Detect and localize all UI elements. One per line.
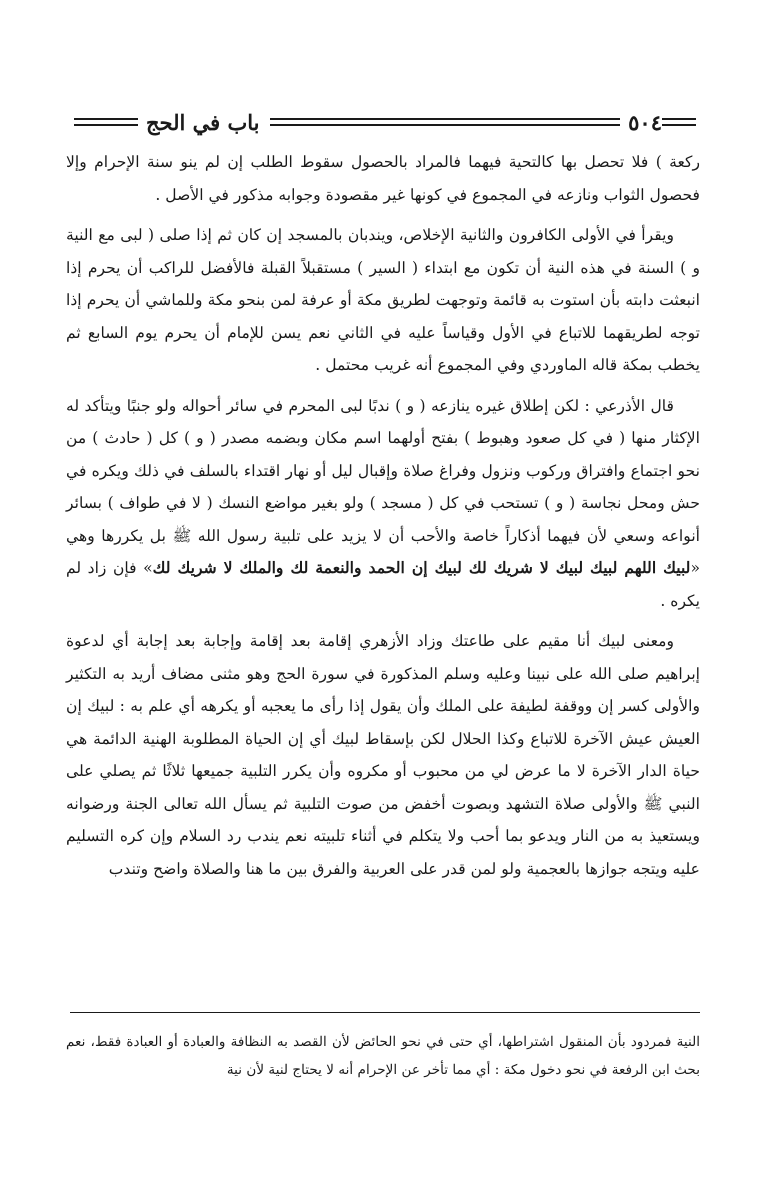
footnote-text: النية فمردود بأن المنقول اشتراطها، أي حتى في نحو الحائض لأن القصد به النظافة والعبادة أو العبادة فقط، نعم بحث ابن الرفعة في نحو دخول مكة : أي مما تأخر عن الإحرام أنه لا يحتاج لنية لأن نية — [66, 1034, 700, 1078]
header-rule-middle — [270, 118, 621, 126]
footnote-separator — [70, 1012, 700, 1013]
header-rule-left — [74, 118, 138, 126]
paragraph-3-text: قال الأذرعي : لكن إطلاق غيره ينازعه ( و ) ندبًا لبى المحرم في سائر أحواله ولو جنبًا ويتأكد له الإكثار منها ( في كل صعود وهبوط ) بفتح أولهما اسم مكان وبضمه مصدر ( و ) كل ( حادث ) من نحو اجتماع وافتراق وركوب ونزول وفراغ صلاة وإقبال ليل أو نهار اقتداء بالسلف في ذلك ويكره في حش ومحل نجاسة ( و ) تستحب في كل ( مسجد ) ولو بغير مواضع النسك ( لا في طواف ) بسائر أنواعه وسعي لأن فيهما أذكاراً خاصة والأحب أن لا يزيد على تلبية رسول الله ﷺ بل يكررها وهي « — [66, 396, 700, 577]
talbiyah-text: لبيك اللهم لبيك لبيك لا شريك لك لبيك إن الحمد والنعمة لك والملك لا شريك لك — [152, 558, 691, 577]
header-rule-right — [662, 118, 696, 126]
paragraph-1: ركعة ) فلا تحصل بها كالتحية فيهما فالمراد بالحصول سقوط الطلب إن لم ينو سنة الإحرام وإلا فحصول الثواب ونازعه في المجموع في كونها غير مقصودة وجوابه مذكور في الأصل . — [66, 153, 700, 204]
paragraph-4: ومعنى لبيك أنا مقيم على طاعتك وزاد الأزهري إقامة بعد إقامة وإجابة بعد إجابة أي لدعوة إبراهيم صلى الله على نبينا وعليه وسلم المذكورة في سورة الحج وهو مثنى مضاف أريد به التكثير والأولى كسر إن ووقفة لطيفة على الملك وأن يقول إذا رأى ما يعجبه أو يكرهه أي علم به : لبيك إن العيش عيش الآخرة للاتباع وكذا الحلال لكن بإسقاط لبيك أي إن الحياة المطلوبة الهنية الدائمة هي حياة الدار الآخرة لا ما عرض لي من محبوب أو مكروه وأن يكرر التلبية جميعها ثلاثًا ثم يصلي على النبي ﷺ والأولى صلاة التشهد وبصوت أخفض من صوت التلبية ثم يسأل الله تعالى الجنة ورضوانه ويستعيذ به من النار ويدعو بما أحب ولا يتكلم في أثناء تلبيته نعم يندب رد السلام وإن كره التسليم عليه ويتجه جوازها بالعجمية ولو لمن قدر على العربية والفرق بين ما هنا والصلاة واضح وتندب — [66, 632, 700, 878]
footnote — [66, 1028, 700, 1084]
main-text — [66, 146, 700, 885]
paragraph-3 — [66, 390, 700, 618]
paragraph-3-end: » فإن زاد لم يكره . — [66, 559, 700, 610]
chapter-title: باب في الحج — [146, 109, 260, 135]
paragraph-2: ويقرأ في الأولى الكافرون والثانية الإخلاص، ويندبان بالمسجد إن كان ثم إذا صلى ( لبى مع النية و ) السنة في هذه النية أن تكون مع ابتداء ( السير ) مستقبلاً القبلة فالأفضل للراكب أن يحرم إذا انبعثت دابته بأن استوت به قائمة وتوجهت لطريق مكة أو عرفة لمن بنحو مكة وللماشي أن يحرم إذا توجه لطريقهما للاتباع في الأول وقياساً عليه في الثاني نعم يسن للإمام أن يحرم يوم السابع ثم يخطب بمكة قاله الماوردي وفي المجموع أنه غريب محتمل . — [66, 226, 700, 374]
page-number: ٥٠٤ — [628, 109, 662, 135]
running-header — [74, 104, 696, 140]
